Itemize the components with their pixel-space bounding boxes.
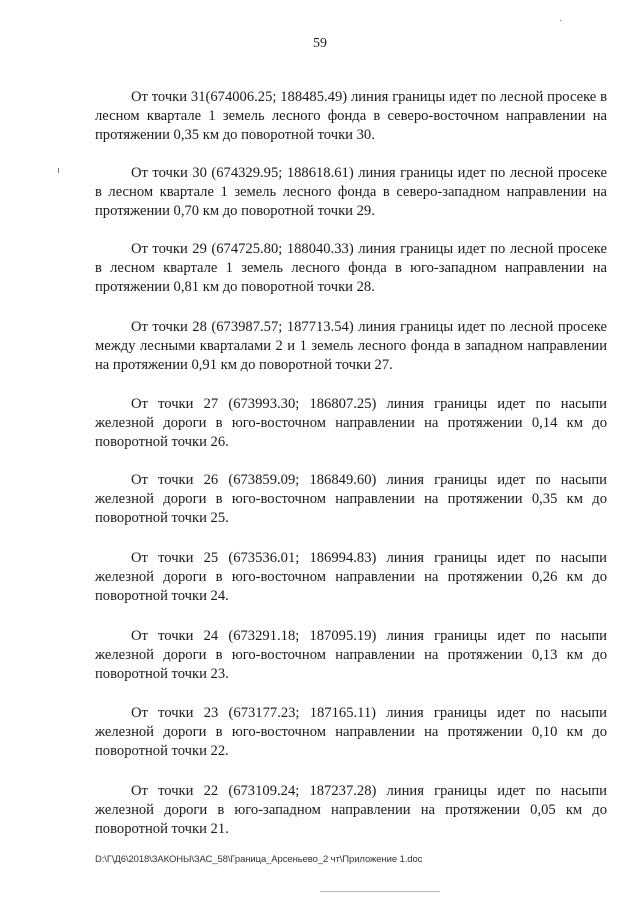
boundary-paragraph-4: От точки 28 (673987.57; 187713.54) линия границы идет по лесной просеке между лесными кварталами 2 и 1 земель лесного фонда в западном направлении на протяжении 0,91 км до поворотной точки 27.	[95, 319, 607, 373]
boundary-paragraph-1: От точки 31(674006.25; 188485.49) линия границы идет по лесной просеке в лесном квартале 1 земель лесного фонда в северо-восточном направлении на протяжении 0,35 км до поворотной точки 30.	[95, 89, 607, 143]
boundary-paragraph-2: От точки 30 (674329.95; 188618.61) линия границы идет по лесной просеке в лесном квартале 1 земель лесного фонда в северо-западном направлении на протяжении 0,70 км до поворотной точки 29.	[95, 165, 607, 219]
scan-speck	[58, 168, 59, 173]
boundary-paragraph-3: От точки 29 (674725.80; 188040.33) линия границы идет по лесной просеке в лесном квартале 1 земель лесного фонда в юго-западном направлении на протяжении 0,81 км до поворотной точки 28.	[95, 241, 607, 295]
boundary-paragraph-6: От точки 26 (673859.09; 186849.60) линия границы идет по насыпи железной дороги в юго-восточном направлении на протяжении 0,35 км до поворотной точки 25.	[95, 472, 607, 526]
scan-edge-mark	[320, 891, 440, 892]
boundary-paragraph-8: От точки 24 (673291.18; 187095.19) линия границы идет по насыпи железной дороги в юго-восточном направлении на протяжении 0,13 км до поворотной точки 23.	[95, 628, 607, 682]
boundary-paragraph-10: От точки 22 (673109.24; 187237.28) линия границы идет по насыпи железной дороги в юго-западном направлении на протяжении 0,05 км до поворотной точки 21.	[95, 783, 607, 837]
page-number: 59	[313, 36, 327, 51]
scan-speck	[560, 20, 561, 21]
boundary-paragraph-9: От точки 23 (673177.23; 187165.11) линия границы идет по насыпи железной дороги в юго-восточном направлении на протяжении 0,10 км до поворотной точки 22.	[95, 705, 607, 759]
boundary-paragraph-7: От точки 25 (673536.01; 186994.83) линия границы идет по насыпи железной дороги в юго-восточном направлении на протяжении 0,26 км до поворотной точки 24.	[95, 550, 607, 604]
boundary-paragraph-5: От точки 27 (673993.30; 186807.25) линия границы идет по насыпи железной дороги в юго-восточном направлении на протяжении 0,14 км до поворотной точки 26.	[95, 396, 607, 450]
footer-file-path: D:\Г\Д6\2018\ЗАКОНЫ\ЗАС_58\Граница_Арсеньево_2 чт\Приложение 1.doc	[95, 854, 423, 865]
